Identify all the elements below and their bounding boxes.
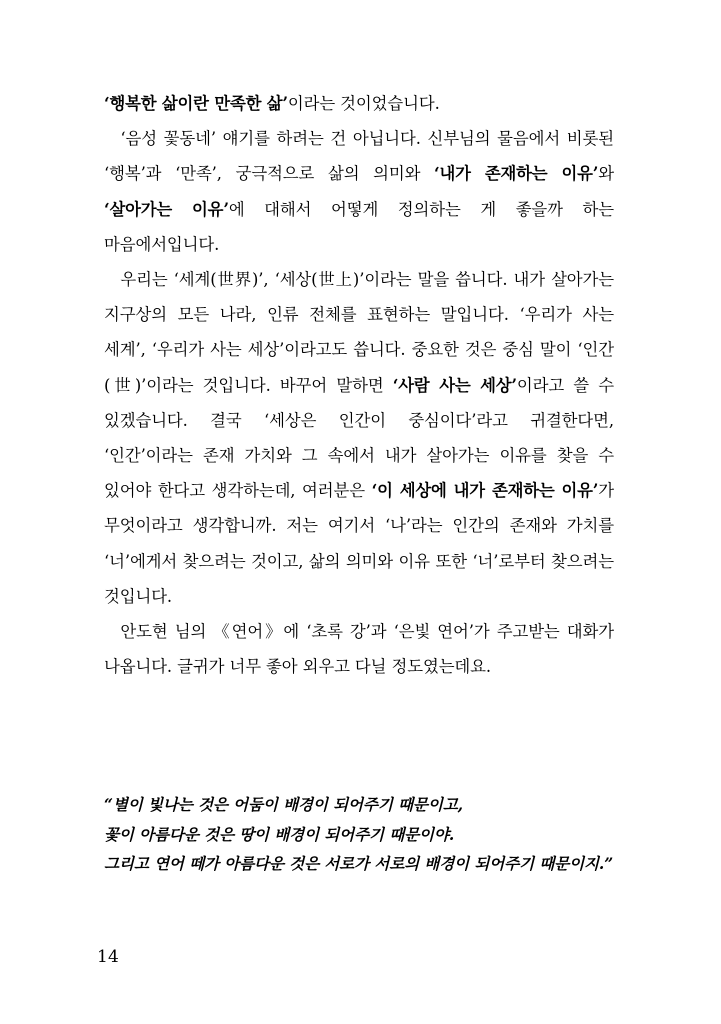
text-run: 이라는 것이었습니다.: [287, 94, 440, 113]
text-run: 와: [598, 164, 615, 184]
quote-block: [104, 790, 624, 879]
emphasis-run: ‘행복한 삶이란 만족한 삶’: [104, 94, 288, 113]
quote-line: “별이 빛나는 것은 어둠이 배경이 되어주기 때문이고,: [104, 795, 463, 814]
paragraph-eumseong: [104, 121, 614, 262]
text-run: 우리는 ‘세계(世界)’, ‘세상(世上)’이라는 말을 씁니다. 내가 살아가는 지구상의 모든 나라, 인류 전체를 표현하는 말입니다. ‘우리가 사는 세계’, ‘우리가 사는 세상’이라고도 씁니다. 중요한 것은 중심 말이 ‘인간(世)’이라는 것입니다. 바꾸어 말하면: [104, 270, 614, 395]
emphasis-run: ‘살아가는 이유’: [104, 199, 229, 219]
paragraph-happy-life: [104, 86, 614, 121]
text-run: 이라고 쓸 수 있겠습니다. 결국 ‘세상은 인간이 중심이다’라고 귀결한다면, ‘인간’이라는 존재 가치와 그 속에서 내가 살아가는 이유를 찾을 수 있어야 한다고 생각하는데, 여러분은: [104, 375, 615, 501]
emphasis-run: ‘이 세상에 내가 존재하는 이유’: [371, 481, 599, 501]
quote-line: 그리고 연어 떼가 아름다운 것은 서로가 서로의 배경이 되어주기 때문이지.”: [104, 854, 614, 873]
quote-line: 꽃이 아름다운 것은 땅이 배경이 되어주기 때문이야.: [104, 824, 455, 844]
paragraph-world: [104, 262, 614, 614]
text-run: 가 무엇이라고 생각합니까. 저는 여기서 ‘나’라는 인간의 존재와 가치를 ‘너’에게서 찾으려는 것이고, 삶의 의미와 이유 또한 ‘너’로부터 찾으려는 것입니다.: [104, 481, 614, 606]
page-number: 14: [97, 947, 120, 967]
paragraph-salmon-intro: [104, 614, 614, 684]
text-run: 에 대해서 어떻게 정의하는 게 좋을까 하는 마음에서입니다.: [104, 199, 614, 254]
emphasis-run: ‘내가 존재하는 이유’: [434, 164, 599, 184]
text-run: 안도현 님의 《연어》에 ‘초록 강’과 ‘은빛 연어’가 주고받는 대화가 나옵니다. 글귀가 너무 좋아 외우고 다닐 정도였는데요.: [104, 622, 614, 677]
emphasis-run: ‘사람 사는 세상’: [392, 375, 517, 395]
text-run: ‘음성 꽃동네’ 얘기를 하려는 건 아닙니다. 신부님의 물음에서 비롯된 ‘행복’과 ‘만족’, 궁극적으로 삶의 의미와: [104, 129, 614, 184]
body-text-block: [104, 86, 614, 684]
